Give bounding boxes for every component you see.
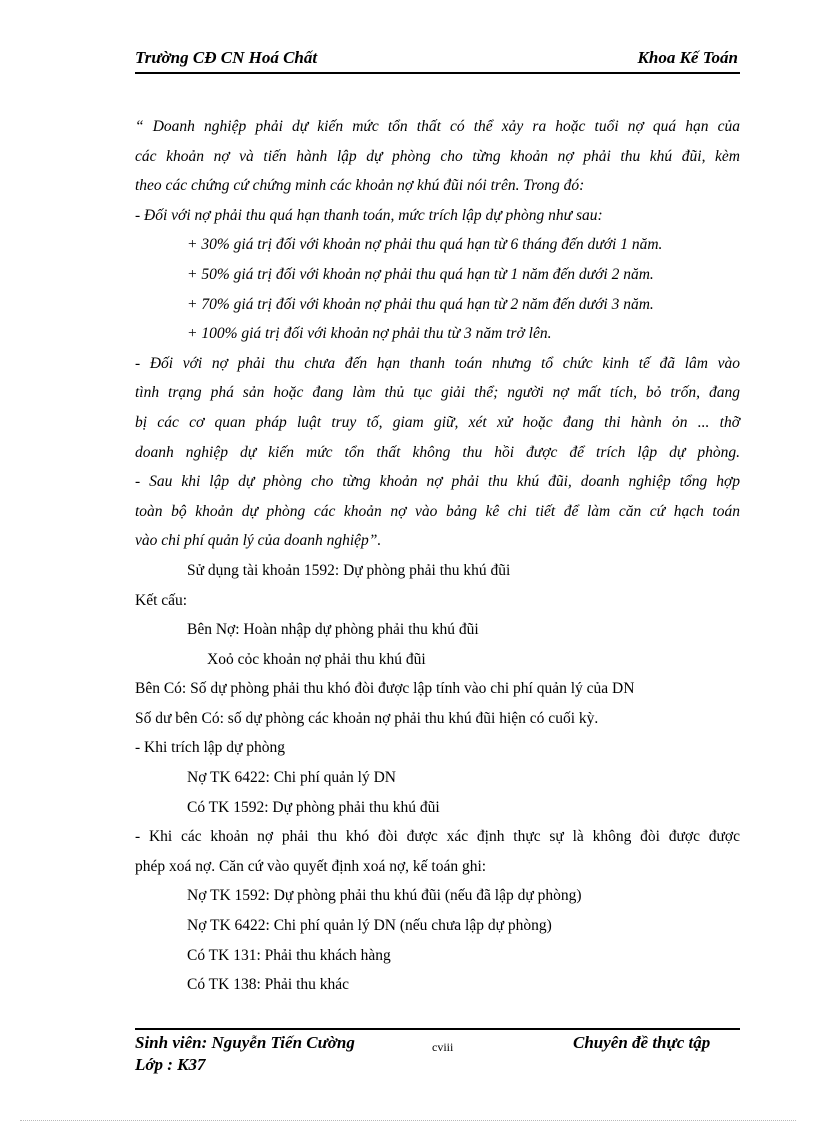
body-line: + 100% giá trị đối với khoản nợ phải thu từ 3 năm trở lên.	[187, 325, 552, 343]
body-line: Sử dụng tài khoản 1592: Dự phòng phải thu khú đũi	[187, 561, 511, 579]
body-line: - Khi trích lập dự phòng	[135, 739, 286, 757]
header-department: Khoa Kế Toán	[637, 48, 738, 67]
page-bottom-border	[20, 1120, 796, 1121]
page-header	[135, 48, 740, 74]
footer-title: Chuyên đề thực tập	[573, 1033, 711, 1052]
header-school: Trường CĐ CN Hoá Chất	[135, 48, 318, 67]
footer-divider	[135, 1028, 740, 1030]
footer-student: Sinh viên: Nguyễn Tiến Cường	[135, 1033, 355, 1052]
body-line: Kết cấu:	[135, 591, 188, 609]
body-line: Xoỏ cỏc khoản nợ phải thu khú đũi	[207, 650, 426, 668]
body-line: - Khi các khoản nợ phải thu khó đòi được xác định thực sự là không đòi được được	[135, 828, 740, 846]
body-line: Nợ TK 6422: Chi phí quản lý DN (nếu chưa lập dự phòng)	[187, 917, 552, 935]
body-line: toàn bộ khoản dự phòng các khoản nợ vào bảng kê chi tiết để làm căn cứ hạch toán	[135, 502, 740, 520]
body-line: phép xoá nợ. Căn cứ vào quyết định xoá nợ, kế toán ghi:	[135, 857, 487, 875]
body-line: bị các cơ quan pháp luật truy tố, giam giữ, xét xử hoặc đang thi hành ỏn ... thỡ	[135, 413, 740, 431]
document-body	[135, 112, 740, 1000]
body-line: + 50% giá trị đối với khoản nợ phải thu quá hạn từ 1 năm đến dưới 2 năm.	[187, 265, 654, 283]
body-line: Có TK 131: Phải thu khách hàng	[187, 946, 391, 964]
body-line: Có TK 138: Phải thu khác	[187, 976, 350, 994]
body-line: + 70% giá trị đối với khoản nợ phải thu quá hạn từ 2 năm đến dưới 3 năm.	[187, 295, 654, 313]
body-line: - Sau khi lập dự phòng cho từng khoản nợ phải thu khú đũi, doanh nghiệp tổng hợp	[135, 473, 740, 491]
body-line: theo các chứng cứ chứng minh các khoản nợ khú đũi nói trên. Trong đó:	[135, 177, 585, 195]
body-line: + 30% giá trị đối với khoản nợ phải thu quá hạn từ 6 tháng đến dưới 1 năm.	[187, 236, 663, 254]
body-line: - Đối với nợ phải thu quá hạn thanh toán, mức trích lập dự phòng như sau:	[135, 206, 603, 224]
body-line: Nợ TK 1592: Dự phòng phải thu khú đũi (nếu đã lập dự phòng)	[187, 887, 582, 905]
body-line: “ Doanh nghiệp phải dự kiến mức tổn thất có thể xảy ra hoặc tuổi nợ quá hạn của	[135, 118, 740, 135]
body-line: tình trạng phá sản hoặc đang làm thủ tục giải thể; người nợ mất tích, bỏ trốn, đang	[135, 384, 740, 402]
footer-class: Lớp : K37	[135, 1055, 206, 1074]
body-line: vào chi phí quản lý của doanh nghiệp”.	[135, 532, 382, 550]
body-line: Nợ TK 6422: Chi phí quản lý DN	[187, 769, 396, 787]
body-line: Số dư bên Có: số dự phòng các khoản nợ phải thu khú đũi hiện có cuối kỳ.	[135, 709, 599, 727]
body-line: các khoản nợ và tiến hành lập dự phòng cho từng khoản nợ phải thu khú đũi, kèm	[135, 147, 740, 165]
body-line: doanh nghiệp dự kiến mức tổn thất không thu hồi được để trích lập dự phòng.	[135, 443, 740, 461]
page-number: cviii	[432, 1040, 454, 1054]
body-line: Bên Nợ: Hoàn nhập dự phòng phải thu khú đũi	[187, 621, 479, 639]
body-line: Có TK 1592: Dự phòng phải thu khú đũi	[187, 798, 440, 816]
body-line: - Đối với nợ phải thu chưa đến hạn thanh toán nhưng tổ chức kinh tế đã lâm vào	[135, 354, 740, 372]
body-line: Bên Có: Số dự phòng phải thu khó đòi được lập tính vào chi phí quản lý của DN	[135, 680, 635, 698]
